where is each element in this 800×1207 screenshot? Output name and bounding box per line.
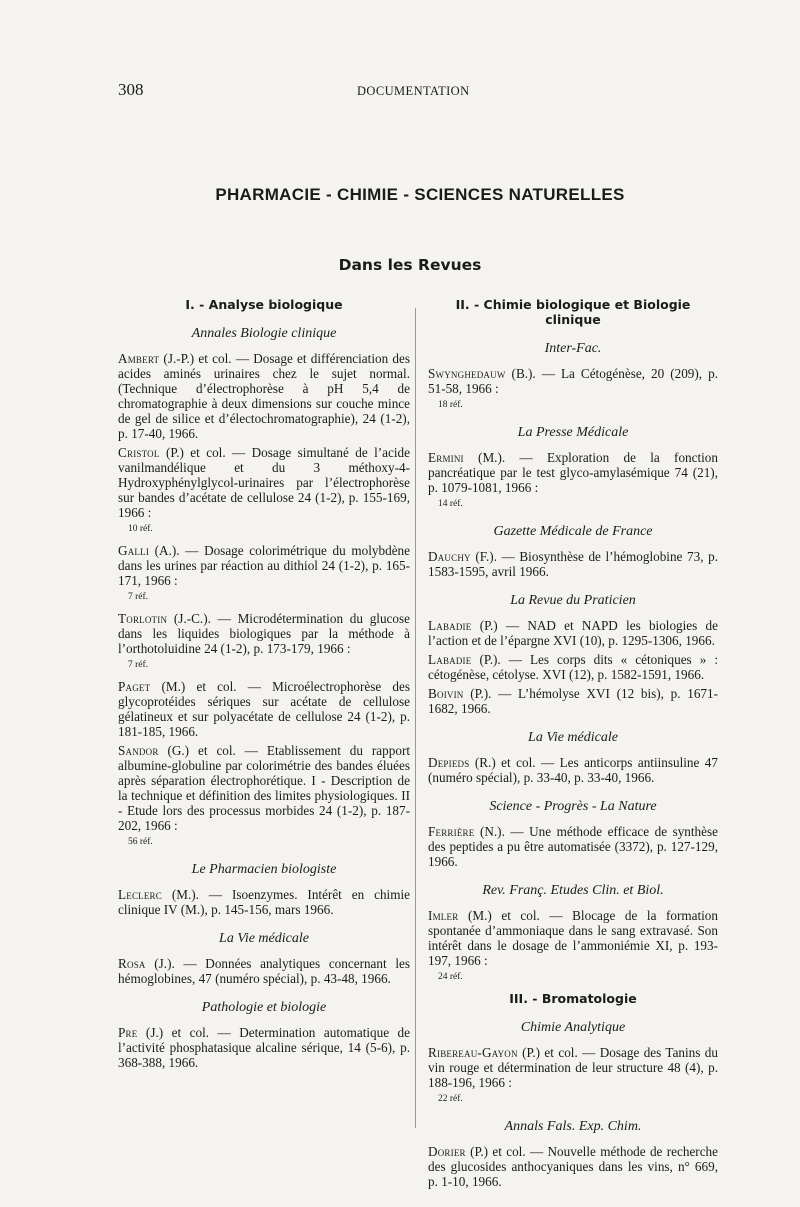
journal-title: Annales Biologie clinique [191,326,337,341]
entry-author: Dauchy [428,549,471,564]
running-title: DOCUMENTATION [357,84,470,98]
journal-title: La Vie médicale [528,730,618,745]
entry-text: (P.) — NAD et NAPD les biologies de l’action et de l’épargne XVI (10), p. 1295-1306, 1966. [428,618,718,648]
entry-text: (J.). — Données analytiques concernant les hémoglobines, 47 (numéro spécial), p. 43-48, 1966. [118,956,410,986]
journal-title: La Vie médicale [219,931,309,946]
entry-text: (M.). — Isoenzymes. Intérêt en chimie clinique IV (M.), p. 145-156, mars 1966. [118,887,410,917]
entry-author: Swynghedauw [428,366,506,381]
bibliography-entry [428,824,718,869]
reference-count: 7 réf. [128,592,149,602]
bibliography-entry [428,366,718,396]
bibliography-entry [118,351,410,441]
entry-text: (P.). — Les corps dits « cétoniques » : cétogénèse, cétolyse. XVI (12), p. 1582-1591, 1966. [428,652,718,682]
entry-author: Ferrière [428,824,475,839]
entry-text: (P.) et col. — Nouvelle méthode de recherche des glucosides anthocyaniques dans les vins, n° 669, p. 1-10, 1966. [428,1144,718,1189]
bibliography-entry [428,686,718,716]
entry-author: Ambert [118,351,160,366]
bibliography-entry [428,908,718,968]
journal-title: Science - Progrès - La Nature [489,799,657,814]
section-heading: I. - Analyse biologique [185,297,343,312]
bibliography-entry [118,445,410,520]
bibliography-entry [118,743,410,833]
bibliography-entry [118,679,410,739]
column-divider [415,308,416,1128]
entry-author: Paget [118,679,151,694]
reference-count: 22 réf. [438,1094,463,1104]
entry-text: (P.) et col. — Dosage simultané de l’acide vanilmandélique et du 3 méthoxy-4-Hydroxyphénylglycol-urinaires par l’électrophorèse sur bandes d’acétate de cellulose 24 (1-2), p. 155-169, 1966 : [118,445,410,520]
journal-title: Le Pharmacien biologiste [191,862,337,877]
entry-text: (J.-P.) et col. — Dosage et différenciation des acides aminés urinaires chez le sujet normal. (Technique d’électrophorèse à pH 5,4 de chromatographie à deux dimensions sur couche mince de gel de silice et d’électochromatographie), 24 (1-2), p. 17-40, 1966. [118,351,410,441]
entry-author: Ermini [428,450,464,465]
journal-title: La Revue du Praticien [510,593,636,608]
entry-text: (J.) et col. — Determination automatique de l’activité phosphatasique alcaline sérique, 14 (5-6), p. 368-388, 1966. [118,1025,410,1070]
entry-author: Cristol [118,445,160,460]
journal-title: Annals Fals. Exp. Chim. [504,1119,642,1134]
section-heading: II. - Chimie biologique et Biologie clinique [455,297,691,327]
bibliography-entry [118,611,410,656]
entry-text: (R.) et col. — Les anticorps antiinsuline 47 (numéro spécial), p. 33-40, p. 33-40, 1966. [428,755,718,785]
left-column [118,297,410,1074]
entry-author: Depieds [428,755,470,770]
journal-title: Inter-Fac. [544,341,602,356]
journal-title: La Presse Médicale [517,425,629,440]
entry-author: Dorier [428,1144,466,1159]
entry-author: Imler [428,908,459,923]
bibliography-entry [118,956,410,986]
entry-text: (M.). — Exploration de la fonction pancréatique par le test glyco-amylasémique 74 (21), p. 1079-1081, 1966 : [428,450,718,495]
entry-text: (F.). — Biosynthèse de l’hémoglobine 73, p. 1583-1595, avril 1966. [428,549,718,579]
entry-text: (A.). — Dosage colorimétrique du molybdène dans les urines par réaction au dithiol 24 (1-2), p. 165-171, 1966 : [118,543,410,588]
bibliography-entry [428,652,718,682]
entry-text: (N.). — Une méthode efficace de synthèse des peptides a pu être automatisée (3372), p. 127-129, 1966. [428,824,718,869]
entry-author: Sandor [118,743,159,758]
bibliography-entry [428,549,718,579]
bibliography-entry [428,1144,718,1189]
reference-count: 18 réf. [438,400,463,410]
bibliography-entry [428,755,718,785]
entry-text: (M.) et col. — Microélectrophorèse des glycoprotéides sériques sur acétate de cellulose gélatineux et sur polyacétate de cellulose 24 (1-2), p. 181-185, 1966. [118,679,410,739]
right-column [428,297,718,1193]
bibliography-entry [118,543,410,588]
entry-author: Torlotin [118,611,168,626]
entry-text: (M.) et col. — Blocage de la formation spontanée d’ammoniaque dans le sang extravasé. Son intérêt dans le dosage de l’ammoniémie XI, p. 193-197, 1966 : [428,908,718,968]
journal-title: Chimie Analytique [520,1020,626,1035]
entry-author: Boivin [428,686,464,701]
bibliography-entry [118,1025,410,1070]
reference-count: 14 réf. [438,499,463,509]
entry-author: Labadie [428,618,472,633]
entry-author: Labadie [428,652,472,667]
entry-text: (P.). — L’hémolyse XVI (12 bis), p. 1671-1682, 1966. [428,686,718,716]
section-subtitle: Dans les Revues [338,256,482,274]
bibliography-entry [428,618,718,648]
reference-count: 24 réf. [438,972,463,982]
reference-count: 56 réf. [128,837,153,847]
journal-title: Rev. Franç. Etudes Clin. et Biol. [482,883,664,898]
reference-count: 10 réf. [128,524,153,534]
page-title: PHARMACIE - CHIMIE - SCIENCES NATURELLES [215,185,625,204]
entry-text: (J.-C.). — Microdétermination du glucose dans les liquides biologiques par la méthode à l’orthotoluidine 24 (1-2), p. 173-179, 1966 : [118,611,410,656]
entry-text: (P.) et col. — Dosage des Tanins du vin rouge et détermination de leur structure 48 (4), p. 188-196, 1966 : [428,1045,718,1090]
journal-title: Pathologie et biologie [201,1000,327,1015]
bibliography-entry [428,1045,718,1090]
page-number: 308 [118,80,144,99]
section-heading: III. - Bromatologie [509,991,637,1006]
entry-author: Pre [118,1025,138,1040]
entry-author: Galli [118,543,150,558]
entry-text: (B.). — La Cétogénèse, 20 (209), p. 51-58, 1966 : [428,366,718,396]
bibliography-entry [428,450,718,495]
bibliography-entry [118,887,410,917]
entry-author: Ribereau-Gayon [428,1045,518,1060]
journal-title: Gazette Médicale de France [493,524,653,539]
entry-author: Leclerc [118,887,162,902]
reference-count: 7 réf. [128,660,149,670]
entry-author: Rosa [118,956,146,971]
entry-text: (G.) et col. — Etablissement du rapport albumine-globuline par colorimétrie des bandes éluées après séparation électrophorétique. I - Description de la technique et définition des limites physiologiques. II - Etude lors des processus morbides 24 (1-2), p. 187-202, 1966 : [118,743,410,833]
